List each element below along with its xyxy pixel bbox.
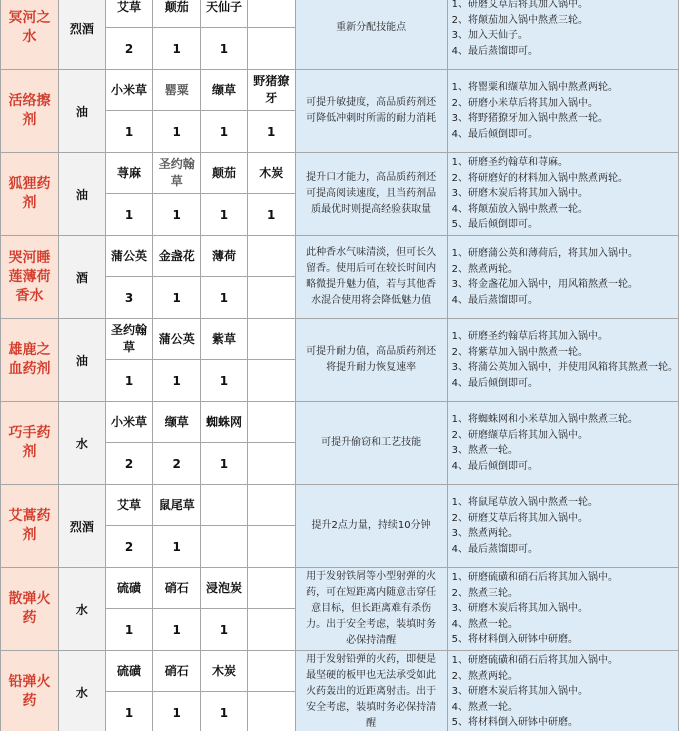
step-line: 1、研磨硫磺和硝石后将其加入锅中。: [451, 572, 618, 584]
potion-base: 油: [59, 153, 106, 236]
ingredient-qty: [247, 526, 295, 568]
ingredient-name: 木炭: [247, 153, 295, 194]
brewing-steps: [447, 568, 678, 651]
potion-name: 狐狸药剂: [1, 153, 59, 236]
ingredient-qty: 1: [153, 28, 201, 70]
ingredient-name: 木炭: [201, 651, 248, 692]
step-line: 1、研磨硫磺和硝石后将其加入锅中。: [451, 655, 618, 667]
potion-name: 巧手药剂: [1, 402, 59, 485]
ingredient-name: 荨麻: [105, 153, 153, 194]
potion-base: 水: [59, 568, 106, 651]
potion-name: 铅弹火药: [1, 651, 59, 731]
step-line: 3、熬煮一轮。: [451, 445, 518, 456]
ingredient-name: 蒲公英: [105, 236, 153, 277]
recipe-row: [1, 402, 679, 443]
potion-effect: 重新分配技能点: [295, 0, 447, 70]
ingredient-qty: 1: [201, 194, 248, 236]
ingredient-qty: 1: [247, 111, 295, 153]
brewing-steps: [447, 485, 678, 568]
potion-base: 水: [59, 651, 106, 731]
ingredient-qty: 1: [201, 28, 248, 70]
step-line: 1、研磨蒲公英和薄荷后，将其加入锅中。: [451, 248, 638, 259]
ingredient-qty: 1: [105, 360, 153, 402]
ingredient-name: [247, 402, 295, 443]
ingredient-name: 小米草: [105, 70, 153, 111]
ingredient-qty: 1: [153, 111, 201, 153]
ingredient-qty: 1: [105, 692, 153, 731]
step-line: 2、研磨小米草后将其加入锅中。: [451, 97, 598, 109]
ingredient-qty: 1: [201, 360, 248, 402]
brewing-steps: [447, 402, 678, 485]
step-line: 4、最后蒸馏即可。: [451, 543, 538, 555]
potion-base: 水: [59, 402, 106, 485]
ingredient-qty: [247, 28, 295, 70]
ingredient-qty: 1: [201, 277, 248, 319]
ingredient-qty: [247, 360, 295, 402]
step-line: 4、最后倾倒即可。: [451, 377, 538, 389]
step-line: 2、研磨艾草后将其加入锅中。: [451, 512, 588, 524]
ingredient-qty: 1: [201, 443, 248, 485]
brewing-steps: [447, 70, 678, 153]
ingredient-name: 紫草: [201, 319, 248, 360]
step-line: 3、研磨木炭后将其加入锅中。: [451, 686, 588, 698]
ingredient-name: 硝石: [153, 651, 201, 692]
ingredient-name: 颠茄: [153, 0, 201, 28]
ingredient-qty: 2: [105, 443, 153, 485]
potion-name: 冥河之水: [1, 0, 59, 70]
ingredient-name: 蒲公英: [153, 319, 201, 360]
step-line: 3、将野猪獠牙加入锅中熬煮一轮。: [451, 113, 608, 124]
ingredient-name: [247, 568, 295, 609]
ingredient-qty: [247, 277, 295, 319]
step-line: 1、将鼠尾草放入锅中熬煮一轮。: [451, 497, 598, 508]
potion-base: 烈酒: [59, 485, 106, 568]
step-line: 2、研磨缬草后将其加入锅中。: [451, 429, 588, 441]
ingredient-qty: 1: [105, 111, 153, 153]
recipe-row: [1, 319, 679, 360]
potion-effect: 用于发射铅弹的火药，即便是最坚硬的板甲也无法承受如此火药轰出的近距离射击。出于安全考虑，装填时务必保持清醒: [295, 651, 447, 731]
potion-name: 艾蒿药剂: [1, 485, 59, 568]
ingredient-name: 艾草: [105, 485, 153, 526]
brewing-steps: [447, 0, 678, 70]
ingredient-qty: 1: [153, 277, 201, 319]
ingredient-name: 天仙子: [201, 0, 248, 28]
potion-name: 雄鹿之血药剂: [1, 319, 59, 402]
ingredient-qty: 2: [105, 28, 153, 70]
potion-effect: 可提升耐力值，高品质药剂还将提升耐力恢复速率: [295, 319, 447, 402]
ingredient-name: 艾草: [105, 0, 153, 28]
ingredient-name: 金盏花: [153, 236, 201, 277]
ingredient-name: 硝石: [153, 568, 201, 609]
ingredient-name: 罂粟: [153, 70, 201, 111]
brewing-steps: [447, 236, 678, 319]
recipe-row: [1, 70, 679, 111]
step-line: 3、将蒲公英加入锅中，并使用风箱将其熬煮一轮。: [451, 362, 678, 373]
step-line: 5、最后倾倒即可。: [451, 219, 538, 231]
step-line: 4、最后倾倒即可。: [451, 128, 538, 140]
ingredient-qty: 1: [153, 360, 201, 402]
recipe-row: [1, 236, 679, 277]
potion-effect: 可提升偷窃和工艺技能: [295, 402, 447, 485]
step-line: 5、将材料倒入研钵中研磨。: [451, 717, 578, 729]
brewing-steps: [447, 153, 678, 236]
step-line: 2、将颠茄加入锅中熬煮三轮。: [451, 14, 588, 26]
step-line: 1、将蜘蛛网和小米草加入锅中熬煮三轮。: [451, 414, 638, 425]
ingredient-name: 硫磺: [105, 651, 153, 692]
potion-base: 油: [59, 319, 106, 402]
ingredient-name: [247, 485, 295, 526]
recipe-row: [1, 651, 679, 692]
ingredient-name: 小米草: [105, 402, 153, 443]
ingredient-qty: 3: [105, 277, 153, 319]
ingredient-qty: 2: [105, 526, 153, 568]
ingredient-name: [247, 0, 295, 28]
ingredient-name: [247, 319, 295, 360]
ingredient-qty: 1: [153, 609, 201, 651]
potion-effect: 用于发射铁屑等小型射弹的火药，可在短距离内随意击穿任意目标，但长距离难有杀伤力。出于安全考虑，装填时务必保持清醒: [295, 568, 447, 651]
step-line: 1、将罂粟和缬草加入锅中熬煮两轮。: [451, 82, 618, 93]
ingredient-qty: [247, 609, 295, 651]
step-line: 1、研磨艾草后将其加入锅中。: [451, 0, 588, 10]
ingredient-name: 蜘蛛网: [201, 402, 248, 443]
ingredient-qty: 1: [153, 692, 201, 731]
step-line: 3、将金盏花加入锅中，用风箱熬煮一轮。: [451, 279, 638, 290]
ingredient-name: 硫磺: [105, 568, 153, 609]
step-line: 4、熬煮一轮。: [451, 701, 518, 713]
potion-effect: 此种香水气味清淡，但可长久留香。使用后可在较长时间内略微提升魅力值，若与其他香水混合使用将会降低魅力值: [295, 236, 447, 319]
step-line: 5、将材料倒入研钵中研磨。: [451, 634, 578, 646]
step-line: 2、熬煮三轮。: [451, 587, 518, 599]
potion-name: 哭河睡莲薄荷香水: [1, 236, 59, 319]
brewing-steps: [447, 651, 678, 731]
step-line: 1、研磨圣约翰草后将其加入锅中。: [451, 331, 608, 342]
step-line: 2、熬煮两轮。: [451, 263, 518, 275]
step-line: 2、将紫草加入锅中熬煮一轮。: [451, 346, 588, 358]
recipe-row: [1, 485, 679, 526]
ingredient-name: 圣约翰草: [105, 319, 153, 360]
potion-name: 散弹火药: [1, 568, 59, 651]
ingredient-name: 鼠尾草: [153, 485, 201, 526]
ingredient-name: 薄荷: [201, 236, 248, 277]
potion-effect: 提升口才能力，高品质药剂还可提高阅读速度，且当药剂品质最优时则提高经验获取量: [295, 153, 447, 236]
step-line: 2、熬煮两轮。: [451, 670, 518, 682]
potion-name: 活络擦剂: [1, 70, 59, 153]
step-line: 4、将颠茄放入锅中熬煮一轮。: [451, 203, 588, 215]
ingredient-qty: 1: [105, 609, 153, 651]
ingredient-name: 圣约翰草: [153, 153, 201, 194]
recipe-row: [1, 153, 679, 194]
ingredient-qty: [201, 526, 248, 568]
recipe-row: [1, 568, 679, 609]
ingredient-name: 浸泡炭: [201, 568, 248, 609]
potion-base: 油: [59, 70, 106, 153]
step-line: 4、最后蒸馏即可。: [451, 294, 538, 306]
ingredient-qty: 2: [153, 443, 201, 485]
ingredient-name: 野猪獠牙: [247, 70, 295, 111]
ingredient-qty: 1: [201, 609, 248, 651]
potion-effect: 提升2点力量，持续10分钟: [295, 485, 447, 568]
potion-effect: 可提升敏捷度，高品质药剂还可降低冲刺时所需的耐力消耗: [295, 70, 447, 153]
ingredient-name: [247, 236, 295, 277]
ingredient-name: 颠茄: [201, 153, 248, 194]
step-line: 3、研磨木炭后将其加入锅中。: [451, 188, 588, 200]
step-line: 3、加入天仙子。: [451, 30, 528, 41]
step-line: 2、将研磨好的材料加入锅中熬煮两轮。: [451, 172, 628, 184]
ingredient-qty: 1: [201, 692, 248, 731]
step-line: 1、研磨圣约翰草和荨麻。: [451, 157, 568, 169]
step-line: 4、最后倾倒即可。: [451, 460, 538, 472]
ingredient-qty: 1: [247, 194, 295, 236]
ingredient-qty: 1: [201, 111, 248, 153]
ingredient-name: 缬草: [153, 402, 201, 443]
ingredient-qty: [247, 692, 295, 731]
potion-base: 酒: [59, 236, 106, 319]
brewing-steps: [447, 319, 678, 402]
potion-base: 烈酒: [59, 0, 106, 70]
ingredient-qty: 1: [153, 526, 201, 568]
ingredient-qty: [247, 443, 295, 485]
ingredient-name: 缬草: [201, 70, 248, 111]
step-line: 3、研磨木炭后将其加入锅中。: [451, 603, 588, 615]
recipe-row: [1, 0, 679, 28]
ingredient-name: [201, 485, 248, 526]
ingredient-name: [247, 651, 295, 692]
ingredient-qty: 1: [105, 194, 153, 236]
ingredient-qty: 1: [153, 194, 201, 236]
step-line: 3、熬煮两轮。: [451, 528, 518, 539]
step-line: 4、最后蒸馏即可。: [451, 45, 538, 57]
step-line: 4、熬煮一轮。: [451, 618, 518, 630]
